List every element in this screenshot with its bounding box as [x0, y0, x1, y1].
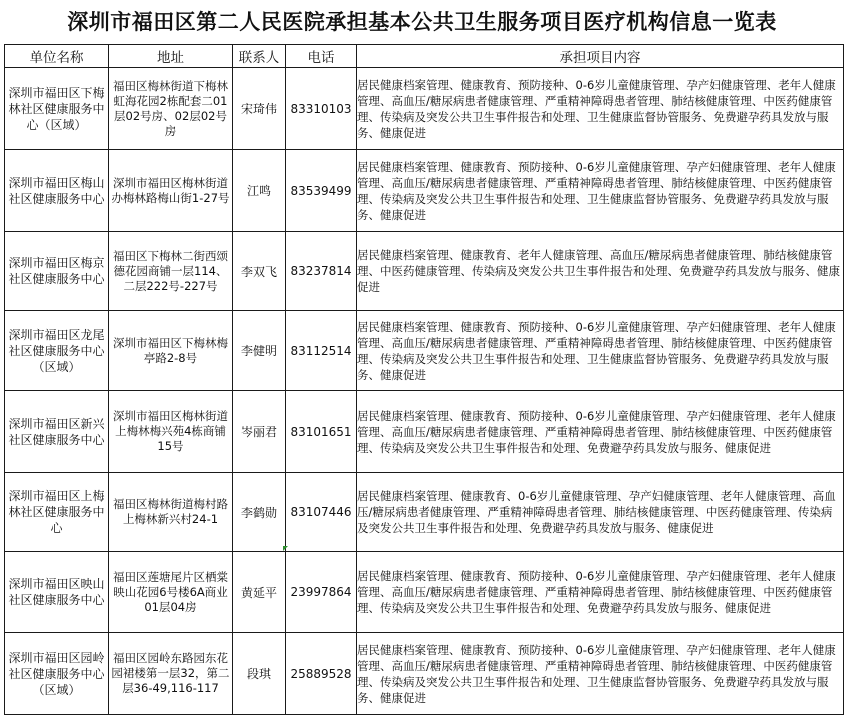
table-row — [5, 633, 844, 715]
institution-table — [4, 44, 844, 715]
header-name[interactable]: 单位名称 — [5, 45, 109, 68]
cell-phone[interactable]: 83310103 — [286, 68, 357, 150]
cell-contact[interactable]: 李鹤勋 — [233, 473, 286, 552]
cell-phone[interactable]: 83107446 — [286, 473, 357, 552]
cell-address[interactable]: 福田区园岭东路园东花园裙楼第一层32，第二层36-49,116-117 — [109, 633, 233, 715]
table-row — [5, 391, 844, 473]
cell-phone[interactable]: 23997864 — [286, 552, 357, 633]
table-row — [5, 68, 844, 150]
cell-contact[interactable]: 宋琦伟 — [233, 68, 286, 150]
table-row — [5, 232, 844, 311]
cell-name[interactable]: 深圳市福田区映山社区健康服务中心 — [5, 552, 109, 633]
cell-phone[interactable]: 83112514 — [286, 311, 357, 391]
cell-name[interactable]: 深圳市福田区龙尾社区健康服务中心（区域） — [5, 311, 109, 391]
cell-contact[interactable]: 段琪 — [233, 633, 286, 715]
cell-address[interactable]: 深圳市福田区梅林街道办梅林路梅山街1-27号 — [109, 150, 233, 232]
cell-items[interactable]: 居民健康档案管理、健康教育、老年人健康管理、高血压/糖尿病患者健康管理、肺结核健康管理、中医药健康管理、传染病及突发公共卫生事件报告和处理、免费避孕药具发放与服务、健康促进 — [357, 232, 844, 311]
cell-address[interactable]: 深圳市福田区下梅林梅亭路2-8号 — [109, 311, 233, 391]
cell-phone[interactable]: 83237814 — [286, 232, 357, 311]
cell-contact[interactable]: 江鸣 — [233, 150, 286, 232]
header-contact[interactable]: 联系人 — [233, 45, 286, 68]
header-items[interactable]: 承担项目内容 — [357, 45, 844, 68]
cell-items[interactable]: 居民健康档案管理、健康教育、预防接种、0-6岁儿童健康管理、孕产妇健康管理、老年人健康管理、高血压/糖尿病患者健康管理、严重精神障碍患者管理、肺结核健康管理、中医药健康管理、传染病及突发公共卫生事件报告和处理、免费避孕药具发放与服务、健康促进 — [357, 391, 844, 473]
cell-name[interactable]: 深圳市福田区园岭社区健康服务中心（区域） — [5, 633, 109, 715]
cell-items[interactable]: 居民健康档案管理、健康教育、预防接种、0-6岁儿童健康管理、孕产妇健康管理、老年人健康管理、高血压/糖尿病患者健康管理、严重精神障碍患者管理、肺结核健康管理、中医药健康管理、传染病及突发公共卫生事件报告和处理、卫生健康监督协管服务、免费避孕药具发放与服务、健康促进 — [357, 311, 844, 391]
page-title: 深圳市福田区第二人民医院承担基本公共卫生服务项目医疗机构信息一览表 — [67, 9, 777, 34]
cell-phone[interactable]: 25889528 — [286, 633, 357, 715]
cell-contact[interactable]: 黄延平 — [233, 552, 286, 633]
cell-items[interactable]: 居民健康档案管理、健康教育、预防接种、0-6岁儿童健康管理、孕产妇健康管理、老年人健康管理、高血压/糖尿病患者健康管理、严重精神障碍患者管理、肺结核健康管理、中医药健康管理、传染病及突发公共卫生事件报告和处理、卫生健康监督协管服务、免费避孕药具发放与服务、健康促进 — [357, 150, 844, 232]
cell-name[interactable]: 深圳市福田区下梅林社区健康服务中心（区域） — [5, 68, 109, 150]
cell-phone[interactable]: 83101651 — [286, 391, 357, 473]
cell-name[interactable]: 深圳市福田区新兴社区健康服务中心 — [5, 391, 109, 473]
comment-indicator-icon — [283, 546, 288, 551]
header-phone[interactable]: 电话 — [286, 45, 357, 68]
cell-items[interactable]: 居民健康档案管理、健康教育、预防接种、0-6岁儿童健康管理、孕产妇健康管理、老年人健康管理、高血压/糖尿病患者健康管理、严重精神障碍患者管理、肺结核健康管理、中医药健康管理、传染病及突发公共卫生事件报告和处理、卫生健康监督协管服务、免费避孕药具发放与服务、健康促进 — [357, 68, 844, 150]
table-row — [5, 552, 844, 633]
cell-items[interactable]: 居民健康档案管理、健康教育、0-6岁儿童健康管理、孕产妇健康管理、老年人健康管理、高血压/糖尿病患者健康管理、严重精神障碍患者管理、肺结核健康管理、中医药健康管理、传染病及突发公共卫生事件报告和处理、免费避孕药具发放与服务、健康促进 — [357, 473, 844, 552]
cell-address[interactable]: 福田区梅林街道下梅林虹海花园2栋配套二01层02号房、02层02号房 — [109, 68, 233, 150]
cell-name[interactable]: 深圳市福田区梅山社区健康服务中心 — [5, 150, 109, 232]
header-address[interactable]: 地址 — [109, 45, 233, 68]
cell-contact[interactable]: 李双飞 — [233, 232, 286, 311]
cell-address[interactable]: 福田区下梅林二街西颂德花园商铺一层114、二层222号-227号 — [109, 232, 233, 311]
table-row — [5, 473, 844, 552]
cell-address[interactable]: 深圳市福田区梅林街道上梅林梅兴苑4栋商铺15号 — [109, 391, 233, 473]
cell-name[interactable]: 深圳市福田区梅京社区健康服务中心 — [5, 232, 109, 311]
cell-items[interactable]: 居民健康档案管理、健康教育、预防接种、0-6岁儿童健康管理、孕产妇健康管理、老年人健康管理、高血压/糖尿病患者健康管理、严重精神障碍患者管理、肺结核健康管理、中医药健康管理、传染病及突发公共卫生事件报告和处理、卫生健康监督协管服务、免费避孕药具发放与服务、健康促进 — [357, 633, 844, 715]
table-row — [5, 311, 844, 391]
cell-address[interactable]: 福田区梅林街道梅村路上梅林新兴村24-1 — [109, 473, 233, 552]
cell-items[interactable]: 居民健康档案管理、健康教育、预防接种、0-6岁儿童健康管理、孕产妇健康管理、老年人健康管理、高血压/糖尿病患者健康管理、严重精神障碍患者管理、肺结核健康管理、中医药健康管理、传染病及突发公共卫生事件报告和处理、免费避孕药具发放与服务、健康促进 — [357, 552, 844, 633]
table-row — [5, 150, 844, 232]
cell-contact[interactable]: 李健明 — [233, 311, 286, 391]
cell-name[interactable]: 深圳市福田区上梅林社区健康服务中心 — [5, 473, 109, 552]
header-row — [5, 45, 844, 68]
cell-contact[interactable]: 岑丽君 — [233, 391, 286, 473]
cell-phone[interactable]: 83539499 — [286, 150, 357, 232]
cell-address[interactable]: 福田区莲塘尾片区栖棠映山花园6号楼6A商业01层04房 — [109, 552, 233, 633]
